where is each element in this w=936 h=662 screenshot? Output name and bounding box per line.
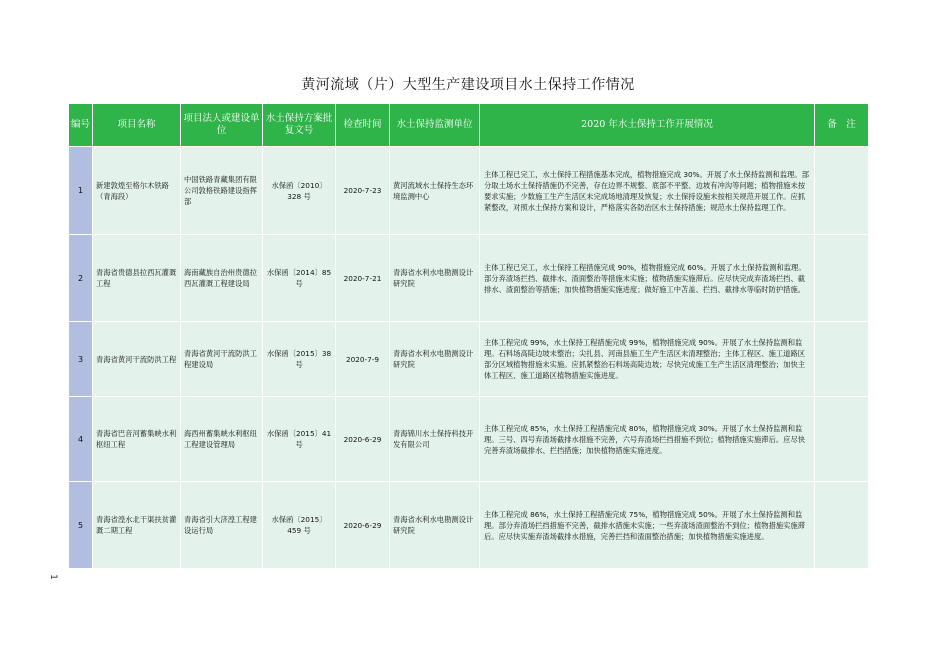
approval-number: 水保函〔2010〕328 号 [263,147,336,235]
project-name: 青海省湟水北干渠扶贫灌溉二期工程 [93,482,181,569]
remark [815,147,869,235]
status-description: 主体工程已完工，水土保持工程措施完成 90%，植物措施完成 60%。开展了水土保持监测和监理。部分弃渣场拦挡、截排水、渣面整治等措施未实施；植物措施实施滞后。应尽快完成弃渣场拦挡、截排水、渣面整治等措施；加快植物措施实施进度；做好施工中苫盖、拦挡、截排水等临时防护措施。 [480,235,815,322]
project-table [68,103,869,569]
remark [815,322,869,397]
remark [815,235,869,322]
monitor-unit: 青海省水利水电勘测设计研究院 [390,322,480,397]
owner-unit: 青海省黄河干流防洪工程建设局 [181,322,263,397]
table-row [69,397,869,482]
check-date: 2020-6-29 [336,482,390,569]
check-date: 2020-7-21 [336,235,390,322]
project-name: 青海省巴音河蓄集峡水利枢纽工程 [93,397,181,482]
status-description: 主体工程完成 86%，水土保持工程措施完成 75%，植物措施完成 50%。开展了水土保持监测和监理。部分弃渣场拦挡措施不完善，截排水措施未实施；一些弃渣场渣面整治不到位；植物措施实施滞后。应尽快实施弃渣场截排水措施，完善拦挡和渣面整治措施；加快植物措施实施进度。 [480,482,815,569]
owner-unit: 海南藏族自治州贵德拉西瓦灌溉工程建设局 [181,235,263,322]
row-number: 4 [69,397,93,482]
approval-number: 水保函〔2015〕38 号 [263,322,336,397]
page-title: 黄河流域（片）大型生产建设项目水土保持工作情况 [301,77,635,93]
header-project-name: 项目名称 [93,104,181,147]
approval-number: 水保函〔2015〕459 号 [263,482,336,569]
check-date: 2020-7-23 [336,147,390,235]
table-header-row [69,104,869,147]
header-approval: 水土保持方案批复文号 [263,104,336,147]
header-owner: 项目法人或建设单位 [181,104,263,147]
header-no: 编号 [69,104,93,147]
row-number: 5 [69,482,93,569]
table-row [69,147,869,235]
approval-number: 水保函〔2014〕85 号 [263,235,336,322]
header-status: 2020 年水土保持工作开展情况 [480,104,815,147]
approval-number: 水保函〔2015〕41 号 [263,397,336,482]
project-name: 青海省黄河干流防洪工程 [93,322,181,397]
status-description: 主体工程完成 99%，水土保持工程措施完成 99%，植物措施完成 90%。开展了水土保持监测和监理。石料场高陡边坡未整治；尖扎县、河南县施工生产生活区未清理整治；主体工程区、施工道路区部分区域植物措施未实施。应抓紧整治石料场高陡边坡；尽快完成施工生产生活区清理整治；加快主体工程区、施工道路区植物措施实施进度。 [480,322,815,397]
check-date: 2020-7-9 [336,322,390,397]
monitor-unit: 黄河流域水土保持生态环境监测中心 [390,147,480,235]
table-row [69,482,869,569]
table-row [69,235,869,322]
row-number: 1 [69,147,93,235]
status-description: 主体工程完成 85%，水土保持工程措施完成 80%，植物措施完成 30%。开展了水土保持监测和监理。三号、四号弃渣场截排水措施不完善，六号弃渣场拦挡措施不到位；植物措施实施滞后。应尽快完善弃渣场截排水、拦挡措施；加快植物措施实施进度。 [480,397,815,482]
table-row [69,322,869,397]
page-number: 1 [47,574,58,580]
row-number: 2 [69,235,93,322]
row-number: 3 [69,322,93,397]
monitor-unit: 青海省水利水电勘测设计研究院 [390,235,480,322]
project-name: 新建敦煌至格尔木铁路（青海段） [93,147,181,235]
header-monitor: 水土保持监测单位 [390,104,480,147]
header-remark: 备 注 [815,104,869,147]
remark [815,482,869,569]
monitor-unit: 青海省水利水电勘测设计研究院 [390,482,480,569]
project-name: 青海省贵德县拉西瓦灌溉工程 [93,235,181,322]
status-description: 主体工程已完工，水土保持工程措施基本完成，植物措施完成 30%。开展了水土保持监测和监理。部分取土场水土保持措施仍不完善，存在边界不规整、底部不平整、边坡有冲沟等问题；植物措施未按要求实施；少数施工生产生活区未完成场地清理及恢复；水土保持设施未按相关规范开展工作。应抓紧整改，对照水土保持方案和设计，严格落实各防治区水土保持措施；规范水土保持监理工作。 [480,147,815,235]
monitor-unit: 青海锦川水土保持科技开发有限公司 [390,397,480,482]
owner-unit: 中国铁路青藏集团有限公司敦格铁路建设指挥部 [181,147,263,235]
header-check-date: 检查时间 [336,104,390,147]
owner-unit: 海西州蓄集峡水利枢纽工程建设管理局 [181,397,263,482]
owner-unit: 青海省引大济湟工程建设运行局 [181,482,263,569]
remark [815,397,869,482]
check-date: 2020-6-29 [336,397,390,482]
